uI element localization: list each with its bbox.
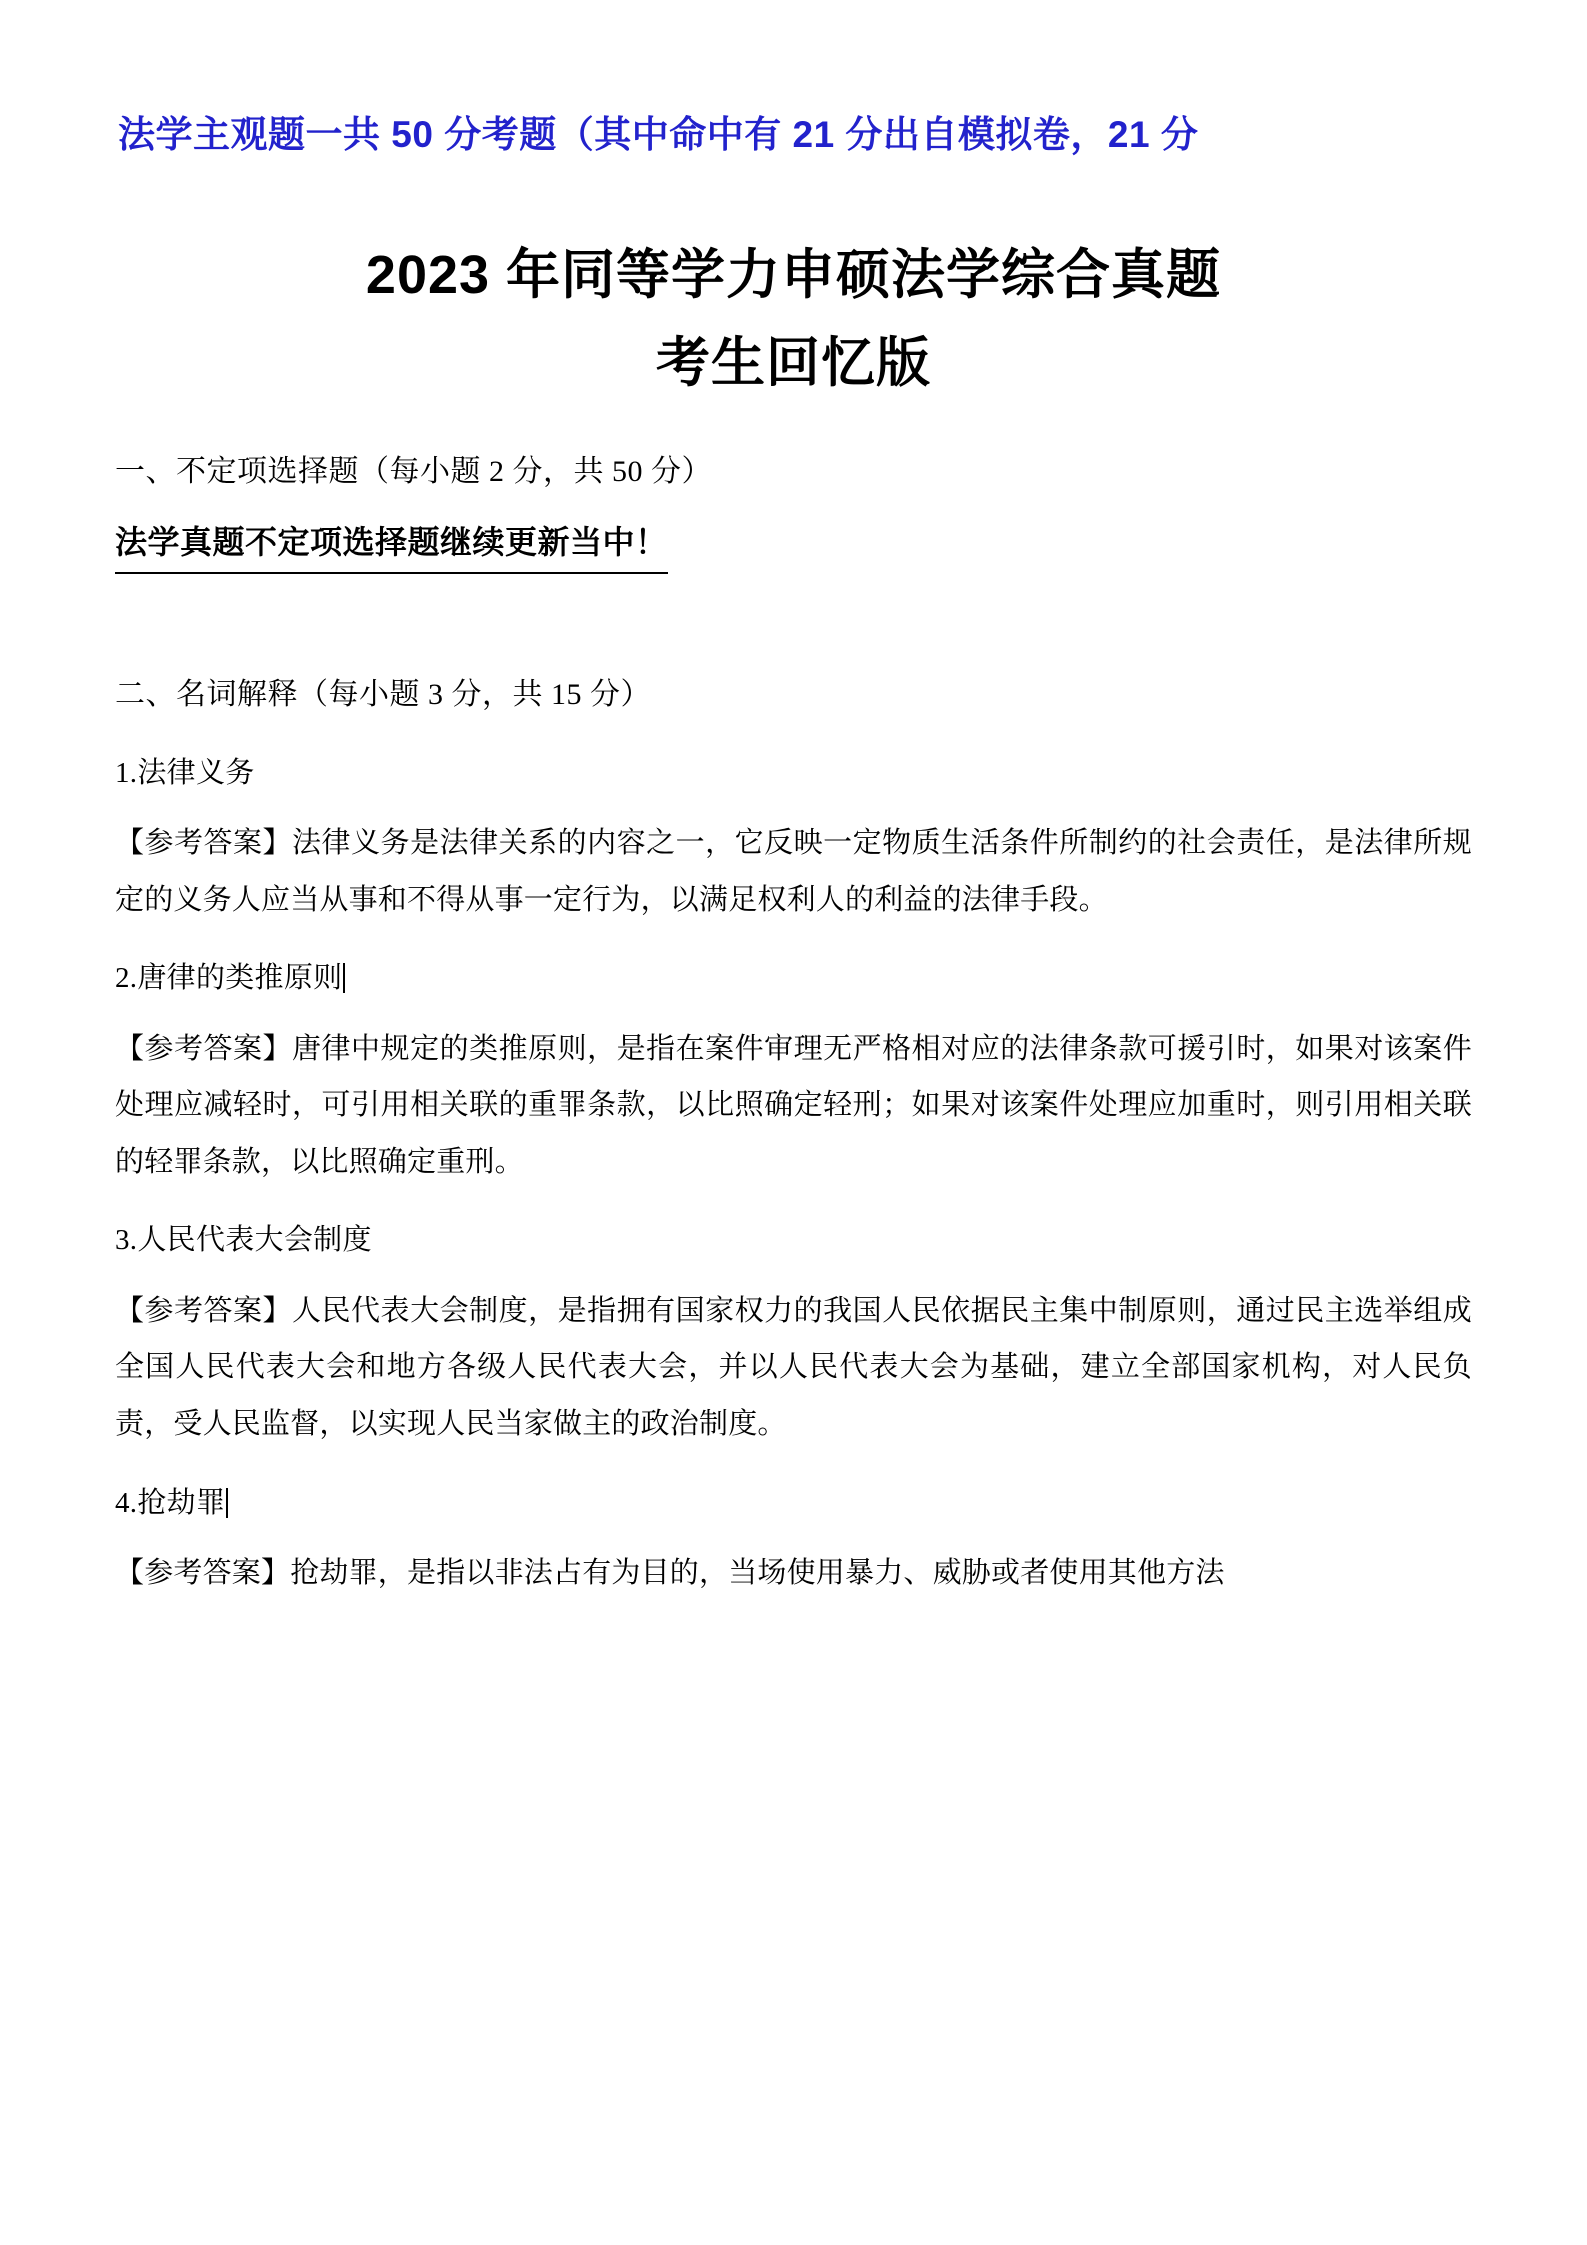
term-label-2 [115, 950, 1472, 1007]
term-label-1 [115, 745, 1472, 802]
term-label-1-text: 1.法律义务 [115, 756, 255, 789]
term-answer-2: 【参考答案】唐律中规定的类推原则，是指在案件审理无严格相对应的法律条款可援引时，如果对该案件处理应减轻时，可引用相关联的重罪条款，以比照确定轻刑；如果对该案件处理应加重时，则引用相关联的轻罪条款，以比照确定重刑。 [115, 1032, 1472, 1178]
section-heading-1: 一、不定项选择题（每小题 2 分，共 50 分） [115, 454, 712, 488]
term-label-2-text: 2.唐律的类推原则 [115, 962, 343, 995]
update-notice: 法学真题不定项选择题继续更新当中！ [115, 514, 668, 574]
text-caret [343, 963, 345, 993]
section-heading-2: 二、名词解释（每小题 3 分，共 15 分） [115, 677, 651, 711]
page-subtitle: 考生回忆版 [656, 333, 931, 394]
term-answer-3: 【参考答案】人民代表大会制度，是指拥有国家权力的我国人民依据民主集中制原则，通过民主选举组成全国人民代表大会和地方各级人民代表大会，并以人民代表大会为基础，建立全部国家机构，对人民负责，受人民监督，以实现人民当家做主的政治制度。 [115, 1294, 1472, 1440]
term-answer-4: 【参考答案】抢劫罪，是指以非法占有为目的，当场使用暴力、威胁或者使用其他方法 [115, 1557, 1225, 1590]
term-label-4 [115, 1475, 1472, 1532]
text-caret-2 [226, 1488, 228, 1518]
term-label-4-text: 4.抢劫罪 [115, 1486, 226, 1519]
term-label-3 [115, 1212, 1472, 1269]
term-label-3-text: 3.人民代表大会制度 [115, 1224, 372, 1257]
header-note: 法学主观题一共 50 分考题（其中命中有 21 分出自模拟卷，21 分 [118, 114, 1199, 155]
term-answer-1: 【参考答案】法律义务是法律关系的内容之一，它反映一定物质生活条件所制约的社会责任，是法律所规定的义务人应当从事和不得从事一定行为，以满足权利人的利益的法律手段。 [115, 827, 1472, 916]
blank-spacer [115, 574, 1472, 626]
title-block [115, 236, 1472, 403]
page-title: 2023 年同等学力申硕法学综合真题 [365, 244, 1222, 305]
highlight-wrapper [115, 500, 1472, 574]
